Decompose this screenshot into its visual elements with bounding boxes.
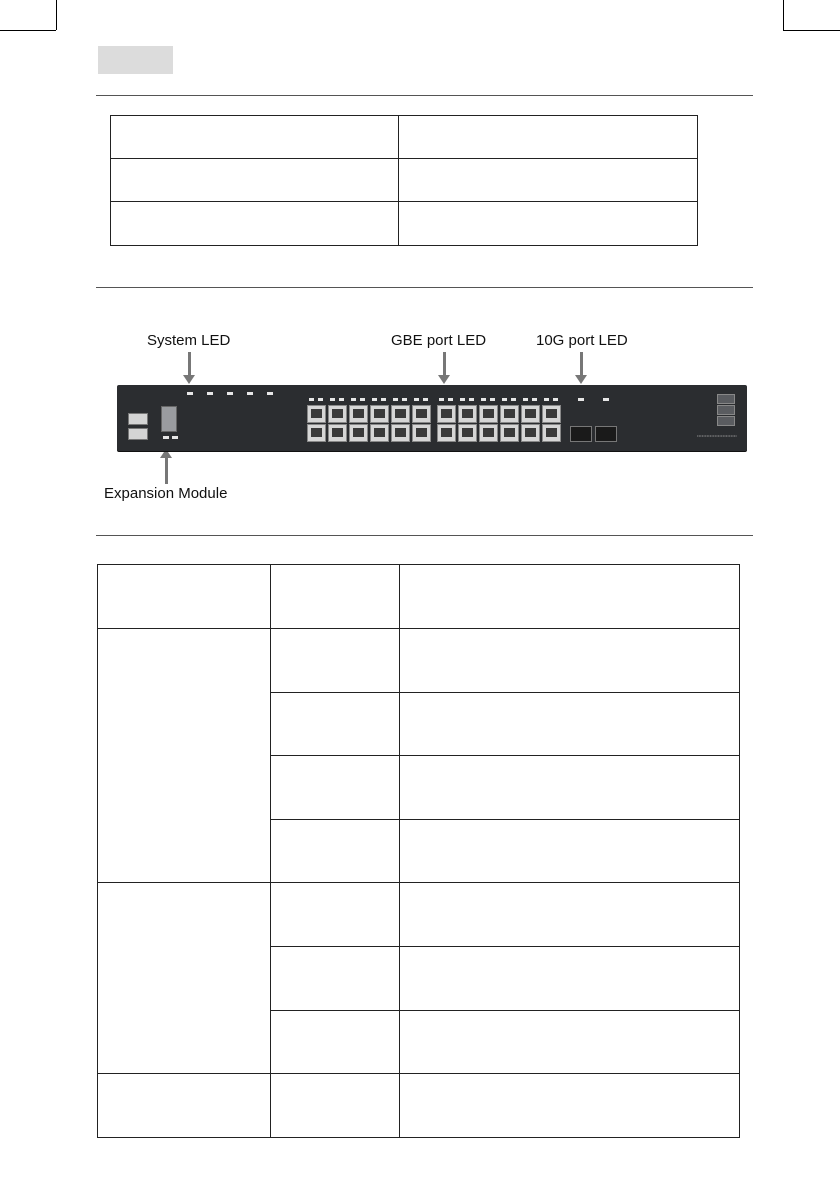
- table-cell: [399, 116, 698, 159]
- crop-mark-left-vertical: [56, 0, 57, 30]
- rj45-port: [307, 424, 326, 442]
- rj45-port: [391, 424, 410, 442]
- system-led: [247, 392, 253, 395]
- table-cell: [400, 693, 740, 756]
- rj45-port: [500, 405, 519, 423]
- gbe-led: [402, 398, 407, 401]
- gbe-led: [309, 398, 314, 401]
- rj45-port: [370, 424, 389, 442]
- console-port: [128, 413, 148, 425]
- crop-mark-left-horizontal: [0, 30, 56, 31]
- model-label: •••••••••••••••••••••••••: [696, 433, 737, 438]
- rj45-port: [521, 405, 540, 423]
- rj45-port: [437, 424, 456, 442]
- table-cell: [400, 1011, 740, 1074]
- gbe-led: [469, 398, 474, 401]
- section-rule-1: [96, 95, 753, 96]
- expansion-module-callout: Expansion Module: [104, 485, 228, 502]
- arrow-icon: [165, 457, 168, 484]
- gbe-led: [439, 398, 444, 401]
- rj45-port: [307, 405, 326, 423]
- tengig-port-led-callout: 10G port LED: [536, 332, 628, 349]
- system-led: [187, 392, 193, 395]
- table-row: [98, 1074, 740, 1138]
- rj45-port: [437, 405, 456, 423]
- usb-port: [128, 428, 148, 440]
- gbe-led: [393, 398, 398, 401]
- rj45-port: [349, 424, 368, 442]
- table-cell: [400, 947, 740, 1011]
- rj45-port: [412, 405, 431, 423]
- gbe-led: [523, 398, 528, 401]
- table-cell: [98, 1074, 271, 1138]
- table-cell: [400, 1074, 740, 1138]
- table-row: [98, 565, 740, 629]
- brand-logo: [717, 394, 735, 427]
- arrow-head-icon: [438, 375, 450, 384]
- table-cell: [400, 565, 740, 629]
- system-led: [207, 392, 213, 395]
- table-cell: [271, 883, 400, 947]
- table-cell: [98, 565, 271, 629]
- switch-front-panel: [117, 385, 747, 451]
- table-row: [111, 116, 698, 159]
- rj45-port: [349, 405, 368, 423]
- gbe-led: [372, 398, 377, 401]
- gbe-led: [351, 398, 356, 401]
- arrow-icon: [580, 352, 583, 376]
- gbe-led: [460, 398, 465, 401]
- tengig-led: [578, 398, 584, 401]
- table-cell: [399, 159, 698, 202]
- table-cell: [98, 629, 271, 883]
- gbe-led: [502, 398, 507, 401]
- gbe-led: [381, 398, 386, 401]
- rj45-port: [542, 405, 561, 423]
- rj45-port: [391, 405, 410, 423]
- section-rule-3: [96, 535, 753, 536]
- table-cell: [111, 116, 399, 159]
- rj45-port: [328, 405, 347, 423]
- rj45-port: [370, 405, 389, 423]
- gbe-led: [414, 398, 419, 401]
- system-led: [227, 392, 233, 395]
- rj45-port: [328, 424, 347, 442]
- table-cell: [400, 820, 740, 883]
- table-cell: [271, 693, 400, 756]
- gbe-port-led-callout: GBE port LED: [391, 332, 487, 349]
- table-cell: [271, 756, 400, 820]
- section-label-tab: [98, 46, 173, 74]
- system-led-callout: System LED: [147, 332, 231, 349]
- table-cell: [111, 159, 399, 202]
- spec-table: [110, 115, 698, 246]
- table-cell: [400, 756, 740, 820]
- arrow-head-icon: [183, 375, 195, 384]
- gbe-led: [511, 398, 516, 401]
- table-row: [111, 159, 698, 202]
- gbe-led: [330, 398, 335, 401]
- sfp-port: [570, 426, 592, 442]
- arrow-icon: [188, 352, 191, 376]
- sfp-port: [595, 426, 617, 442]
- rj45-port: [412, 424, 431, 442]
- table-cell: [271, 629, 400, 693]
- table-cell: [271, 1074, 400, 1138]
- gbe-led: [423, 398, 428, 401]
- table-cell: [271, 565, 400, 629]
- gbe-led: [448, 398, 453, 401]
- table-cell: [271, 1011, 400, 1074]
- rj45-port: [458, 405, 477, 423]
- table-row: [98, 629, 740, 693]
- arrow-icon: [443, 352, 446, 376]
- gbe-led: [553, 398, 558, 401]
- gbe-led: [360, 398, 365, 401]
- led-table: [97, 564, 740, 1138]
- crop-mark-right-vertical: [783, 0, 784, 30]
- table-row: [111, 202, 698, 246]
- expansion-led: [163, 436, 169, 439]
- rj45-port: [500, 424, 519, 442]
- crop-mark-right-horizontal: [783, 30, 840, 31]
- gbe-led: [532, 398, 537, 401]
- rj45-port: [521, 424, 540, 442]
- system-led: [267, 392, 273, 395]
- expansion-led: [172, 436, 178, 439]
- rj45-port: [458, 424, 477, 442]
- table-cell: [399, 202, 698, 246]
- table-cell: [98, 883, 271, 1074]
- section-rule-2: [96, 287, 753, 288]
- gbe-led: [318, 398, 323, 401]
- gbe-led: [544, 398, 549, 401]
- table-cell: [271, 820, 400, 883]
- gbe-led: [490, 398, 495, 401]
- rj45-port: [479, 405, 498, 423]
- arrow-head-icon: [575, 375, 587, 384]
- gbe-led: [339, 398, 344, 401]
- tengig-led: [603, 398, 609, 401]
- table-cell: [400, 629, 740, 693]
- rj45-port: [542, 424, 561, 442]
- table-cell: [400, 883, 740, 947]
- expansion-module-slot: [161, 406, 177, 432]
- table-row: [98, 883, 740, 947]
- table-cell: [111, 202, 399, 246]
- gbe-led: [481, 398, 486, 401]
- table-cell: [271, 947, 400, 1011]
- rj45-port: [479, 424, 498, 442]
